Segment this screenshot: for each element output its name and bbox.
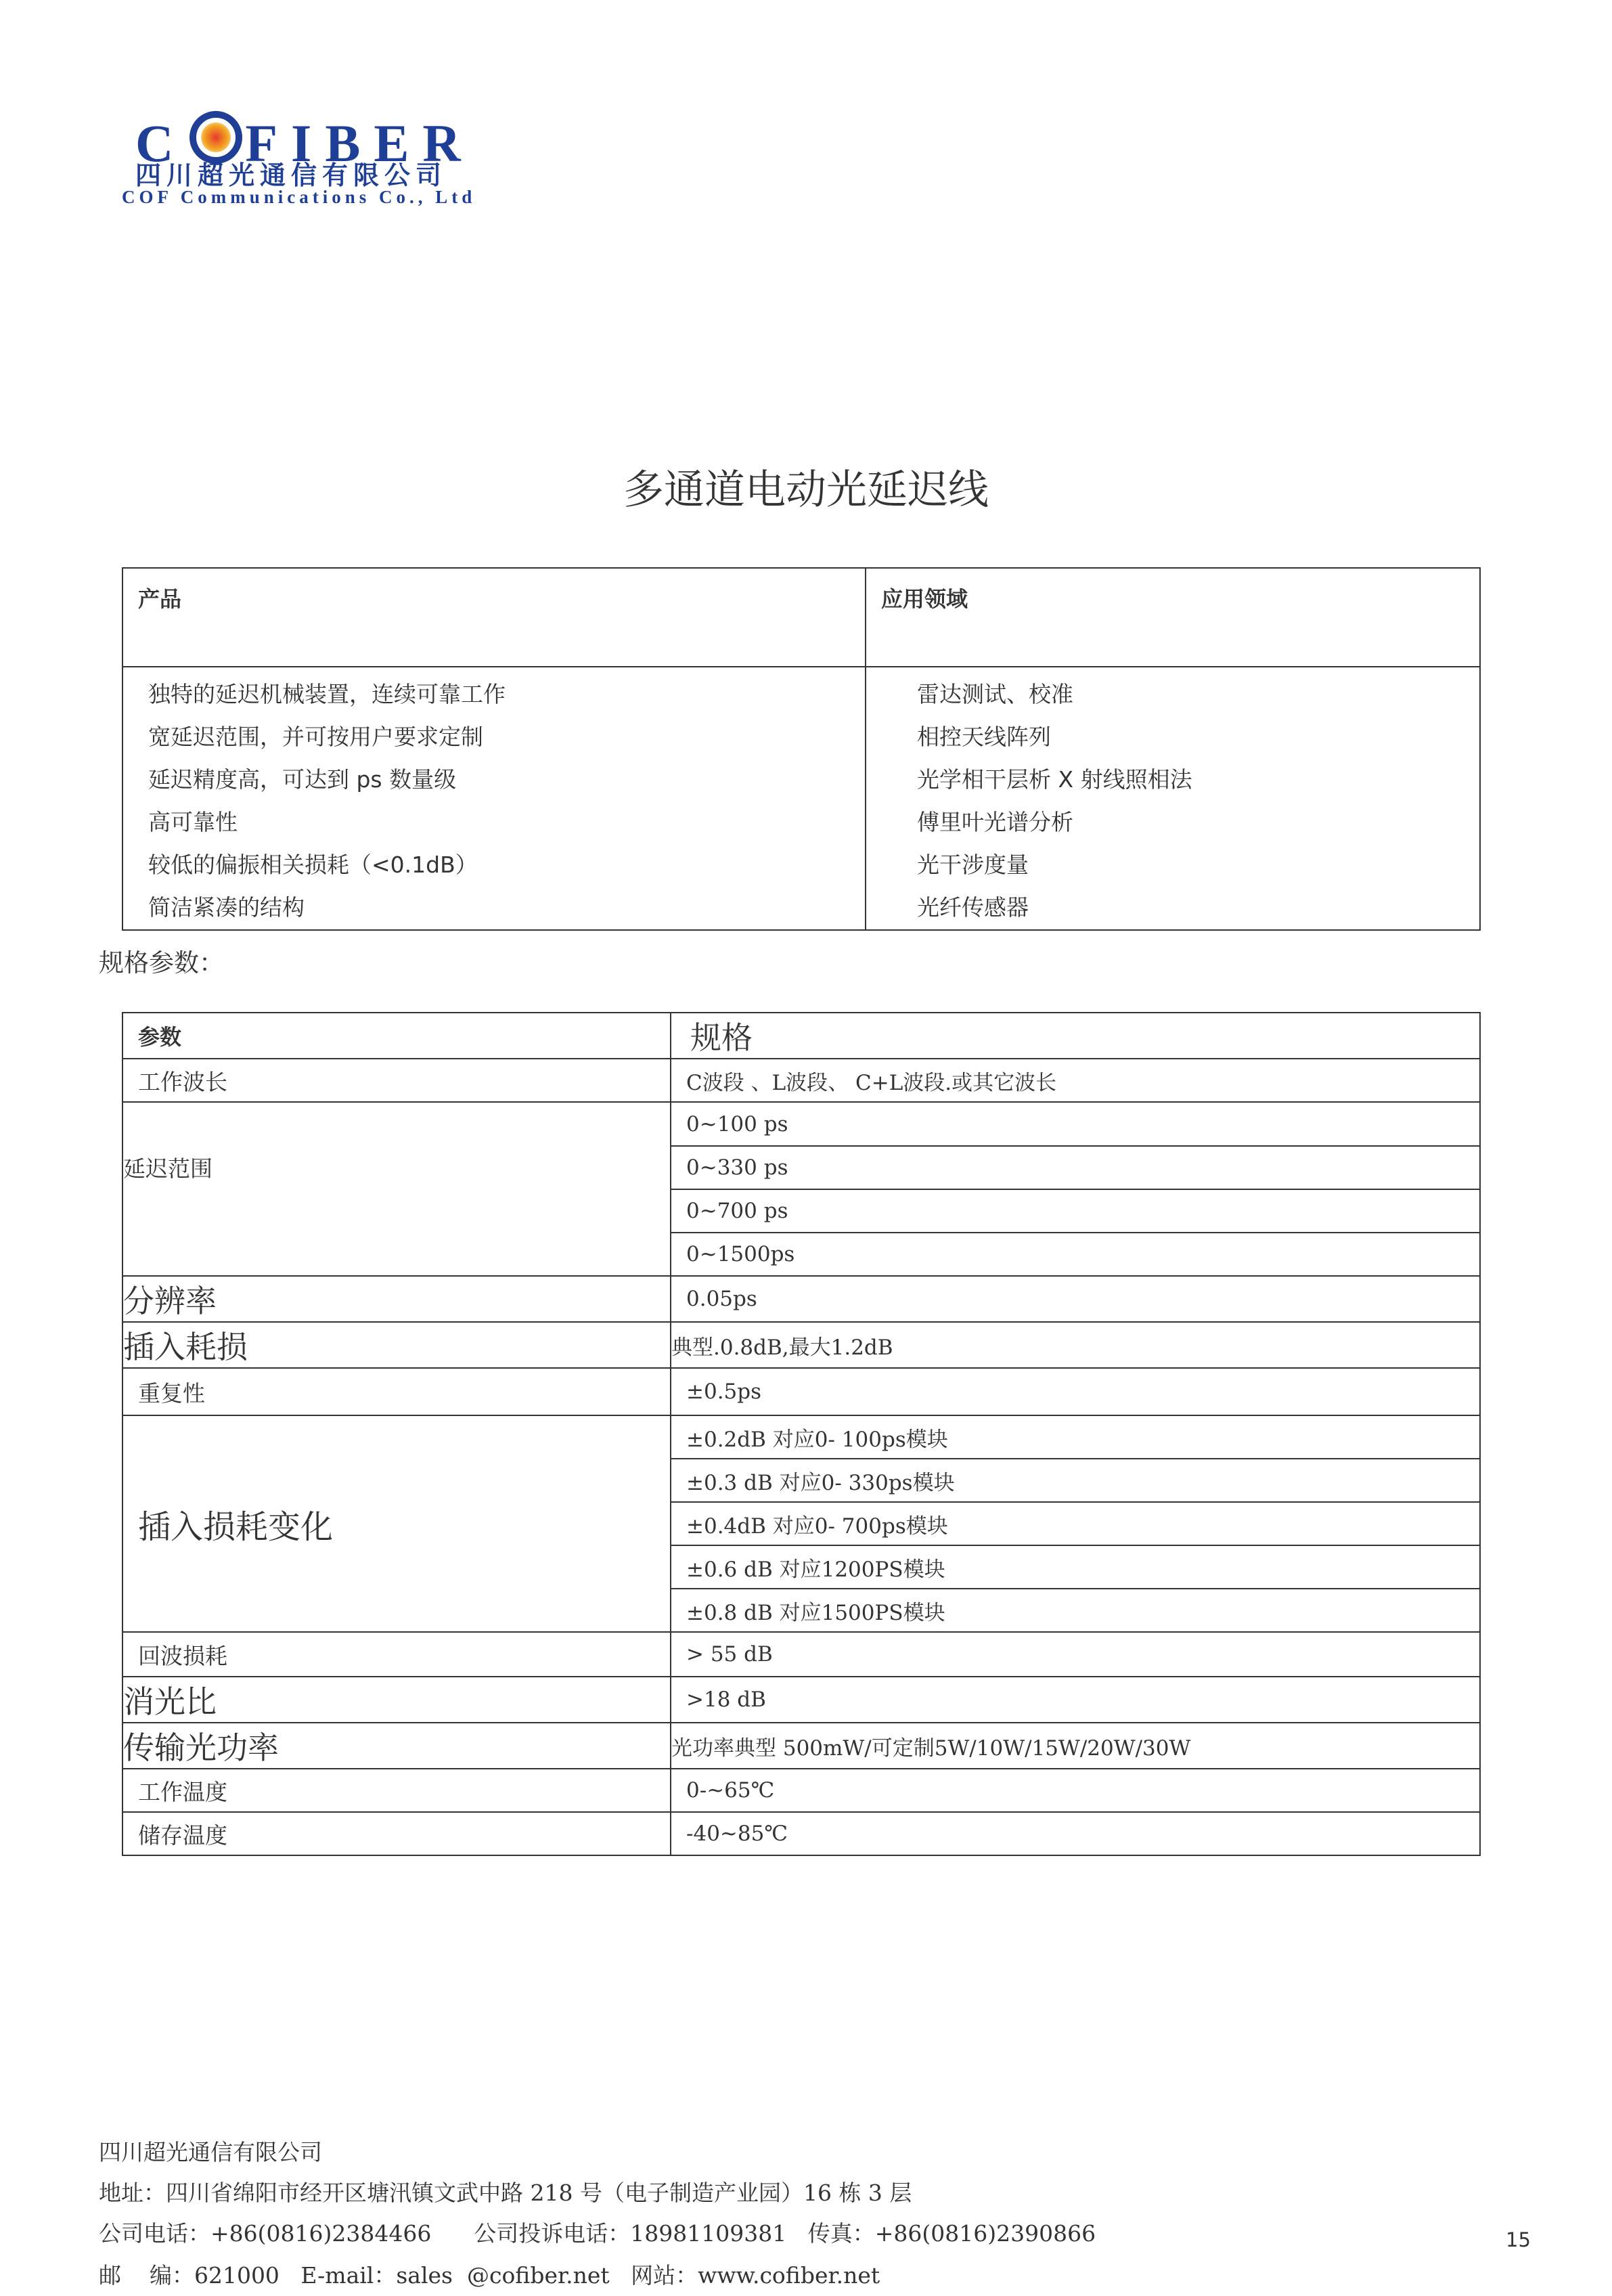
value-cell: 0~100 ps: [671, 1102, 1480, 1146]
logo-wordmark: C FIBER: [135, 108, 474, 170]
value-cell: 0~1500ps: [671, 1233, 1480, 1276]
specs-label: 规格参数：: [99, 948, 224, 977]
value-cell: > 55 dB: [671, 1632, 1480, 1677]
header-application: 应用领域: [866, 568, 1480, 667]
footer-fax: 传真：+86(0816)2390866: [807, 2220, 1096, 2247]
header-param: 参数: [122, 1013, 671, 1059]
application-item: 雷达测试、校准: [917, 681, 1073, 707]
param-cell: 分辨率: [122, 1276, 671, 1322]
value-cell: ±0.8 dB 对应1500PS模块: [671, 1589, 1480, 1632]
value-cell: ±0.3 dB 对应0- 330ps模块: [671, 1459, 1480, 1502]
param-cell: 工作温度: [122, 1769, 671, 1812]
feature-item: 高可靠性: [148, 809, 238, 835]
table-row: [122, 1322, 1480, 1368]
param-cell: 插入损耗变化: [122, 1415, 671, 1632]
features-body-row: [122, 667, 1480, 930]
application-item: 光纤传感器: [917, 894, 1029, 921]
param-cell: 重复性: [122, 1368, 671, 1415]
application-list: [866, 667, 1480, 930]
feature-item: 宽延迟范围，并可按用户要求定制: [148, 724, 483, 750]
value-cell: 0.05ps: [671, 1276, 1480, 1322]
table-row: [122, 1677, 1480, 1723]
param-cell: 插入耗损: [122, 1322, 671, 1368]
value-cell: 光功率典型 500mW/可定制5W/10W/15W/20W/30W: [671, 1723, 1480, 1769]
application-item: 相控天线阵列: [917, 724, 1051, 750]
feature-item: 简洁紧凑的结构: [148, 894, 305, 921]
table-row: [122, 1102, 1480, 1146]
logo-company-cn: 四川超光通信有限公司: [135, 160, 447, 190]
value-cell: 0~700 ps: [671, 1189, 1480, 1233]
table-row: [122, 1059, 1480, 1102]
table-row: [122, 1723, 1480, 1769]
page-number: 15: [1506, 2228, 1531, 2251]
param-cell: 消光比: [122, 1677, 671, 1723]
param-cell: 工作波长: [122, 1059, 671, 1102]
param-cell: 回波损耗: [122, 1632, 671, 1677]
feature-item: 独特的延迟机械装置，连续可靠工作: [148, 681, 506, 707]
value-cell: -40~85℃: [671, 1812, 1480, 1855]
value-cell: >18 dB: [671, 1677, 1480, 1723]
application-item: 傅里叶光谱分析: [917, 809, 1073, 835]
footer-postcode: 邮 编：621000: [99, 2262, 279, 2289]
table-row: [122, 1769, 1480, 1812]
features-header-row: [122, 568, 1480, 667]
footer-phone: 公司电话：+86(0816)2384466: [99, 2220, 432, 2247]
value-cell: 0-~65℃: [671, 1769, 1480, 1812]
features-table: [122, 567, 1481, 931]
specs-header-row: [122, 1013, 1480, 1059]
page-footer: [99, 2132, 1096, 2296]
company-logo: [122, 108, 636, 207]
feature-item: 延迟精度高，可达到 ps 数量级: [148, 766, 457, 793]
footer-company: 四川超光通信有限公司: [99, 2139, 322, 2165]
header-product: 产品: [122, 568, 866, 667]
logo-company-en: COF Communications Co., Ltd: [122, 187, 476, 207]
table-row: [122, 1415, 1480, 1459]
application-item: 光干涉度量: [917, 852, 1029, 878]
table-row: [122, 1632, 1480, 1677]
param-cell: 延迟范围: [122, 1102, 671, 1276]
feature-item: 较低的偏振相关损耗（<0.1dB）: [148, 852, 478, 878]
specs-table: [122, 1012, 1481, 1856]
value-cell: ±0.6 dB 对应1200PS模块: [671, 1545, 1480, 1589]
application-item: 光学相干层析 X 射线照相法: [917, 766, 1192, 793]
value-cell: 0~330 ps: [671, 1146, 1480, 1189]
value-cell: 典型.0.8dB,最大1.2dB: [671, 1322, 1480, 1368]
page-title: 多通道电动光延迟线: [623, 466, 989, 514]
value-cell: ±0.2dB 对应0- 100ps模块: [671, 1415, 1480, 1459]
table-row: [122, 1368, 1480, 1415]
footer-website[interactable]: 网站：www.cofiber.net: [631, 2262, 880, 2289]
value-cell: C波段 、L波段、 C+L波段.或其它波长: [671, 1059, 1480, 1102]
value-cell: ±0.5ps: [671, 1368, 1480, 1415]
feature-list: [122, 667, 866, 930]
footer-complaint: 公司投诉电话：18981109381: [474, 2220, 787, 2247]
header-spec: 规格: [671, 1013, 1480, 1059]
table-row: [122, 1276, 1480, 1322]
table-row: [122, 1812, 1480, 1855]
footer-address: 地址：四川省绵阳市经开区塘汛镇文武中路 218 号（电子制造产业园）16 栋 3 层: [99, 2180, 912, 2206]
footer-contact-line: [99, 2213, 1096, 2254]
value-cell: ±0.4dB 对应0- 700ps模块: [671, 1502, 1480, 1545]
footer-email[interactable]: E-mail：sales @cofiber.net: [300, 2262, 610, 2289]
param-cell: 储存温度: [122, 1812, 671, 1855]
param-cell: 传输光功率: [122, 1723, 671, 1769]
footer-web-line: [99, 2255, 1096, 2296]
